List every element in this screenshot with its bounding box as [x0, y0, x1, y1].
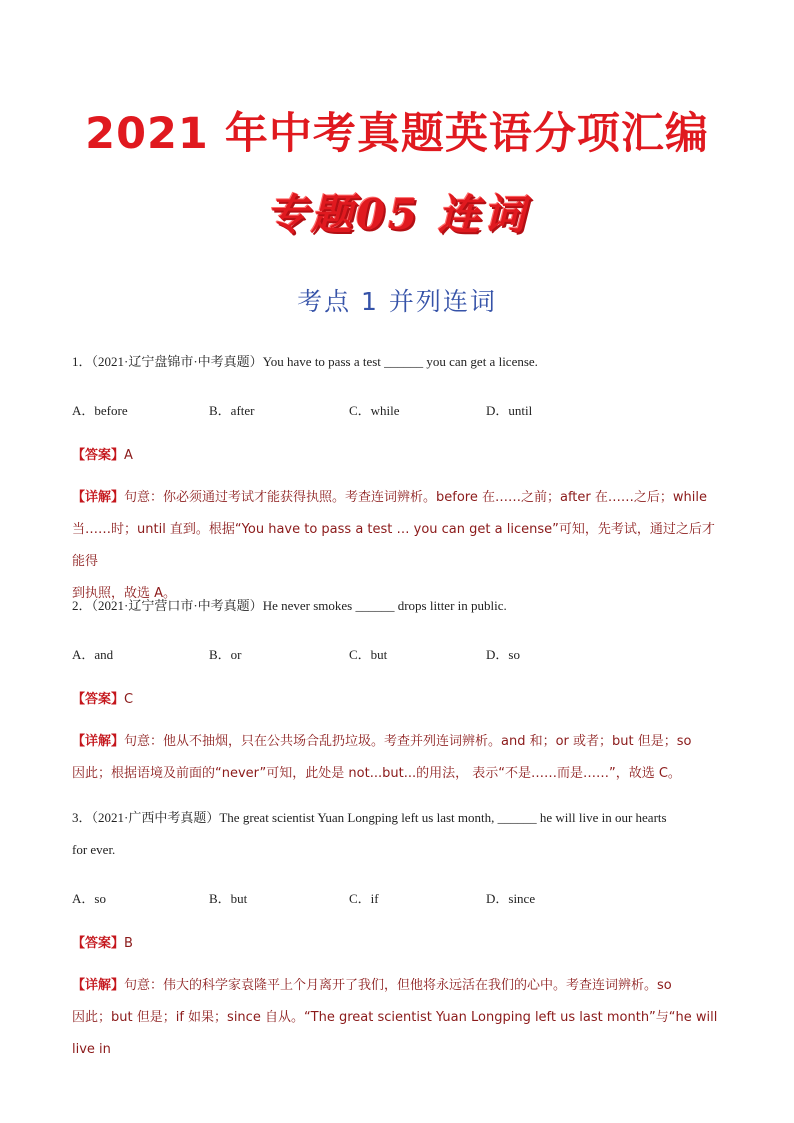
- option-b: B．or: [209, 647, 242, 662]
- option-a: A．so: [72, 891, 106, 906]
- detail-line: 句意：你必须通过考试才能获得执照。考查连词辨析。before 在……之前；after 在……之后；while: [124, 490, 707, 505]
- detail-line: 到执照，故选 A。: [72, 586, 177, 601]
- detail-3: [72, 970, 727, 1066]
- answer-value: B: [124, 936, 133, 951]
- options-3: [72, 888, 722, 908]
- option-d: D．until: [486, 403, 533, 418]
- detail-tag: 【详解】: [72, 734, 125, 749]
- question-source: （2021·广西中考真题）: [91, 810, 220, 825]
- answer-tag: 【答案】: [72, 936, 125, 951]
- question-3: [72, 802, 722, 866]
- question-stem: He never smokes ______ drops litter in public.: [262, 598, 507, 613]
- question-1: [72, 346, 722, 378]
- question-stem: You have to pass a test ______ you can get a license.: [262, 354, 538, 369]
- section-heading: 考点 1 并列连词: [297, 287, 497, 316]
- option-b: B．but: [209, 891, 248, 906]
- answer-value: C: [124, 692, 134, 707]
- detail-line: 因此；根据语境及前面的“never”可知，此处是 not...but...的用法， 表示“不是……而是……”，故选 C。: [72, 766, 681, 781]
- options-1: [72, 400, 722, 420]
- answer-1: [72, 444, 133, 463]
- detail-line: 句意：伟大的科学家袁隆平上个月离开了我们，但他将永远活在我们的心中。考查连词辨析。so: [124, 978, 672, 993]
- option-d: D．since: [486, 891, 536, 906]
- option-a: A．before: [72, 403, 128, 418]
- page-title: 2021 年中考真题英语分项汇编: [85, 109, 709, 159]
- question-source: （2021·辽宁盘锦市·中考真题）: [91, 354, 263, 369]
- detail-line: 句意：他从不抽烟，只在公共场合乱扔垃圾。考查并列连词辨析。and 和；or 或者；but 但是；so: [124, 734, 692, 749]
- detail-tag: 【详解】: [72, 978, 125, 993]
- page-subtitle: 专题05 连词: [265, 190, 529, 239]
- option-c: C．if: [349, 891, 379, 906]
- answer-2: [72, 688, 133, 707]
- option-a: A．and: [72, 647, 114, 662]
- option-c: C．but: [349, 647, 388, 662]
- question-stem: The great scientist Yuan Longping left us last month, ______ he will live in our hearts: [219, 810, 667, 825]
- option-d: D．so: [486, 647, 520, 662]
- detail-tag: 【详解】: [72, 490, 125, 505]
- answer-tag: 【答案】: [72, 448, 125, 463]
- answer-value: A: [124, 448, 133, 463]
- question-number: 3．: [72, 810, 92, 825]
- answer-tag: 【答案】: [72, 692, 125, 707]
- detail-line: 当……时；until 直到。根据“You have to pass a test … you can get a license”可知，先考试，通过之后才能得: [72, 522, 715, 569]
- option-b: B．after: [209, 403, 255, 418]
- question-number: 1．: [72, 354, 92, 369]
- question-number: 2．: [72, 598, 92, 613]
- detail-line: 因此；but 但是；if 如果；since 自从。“The great scientist Yuan Longping left us last month”与“he will live in: [72, 1010, 718, 1057]
- detail-2: [72, 726, 727, 790]
- question-stem-cont: for ever.: [72, 842, 116, 857]
- answer-3: [72, 932, 133, 951]
- question-2: [72, 590, 722, 622]
- question-source: （2021·辽宁营口市·中考真题）: [91, 598, 263, 613]
- options-2: [72, 644, 722, 664]
- option-c: C．while: [349, 403, 400, 418]
